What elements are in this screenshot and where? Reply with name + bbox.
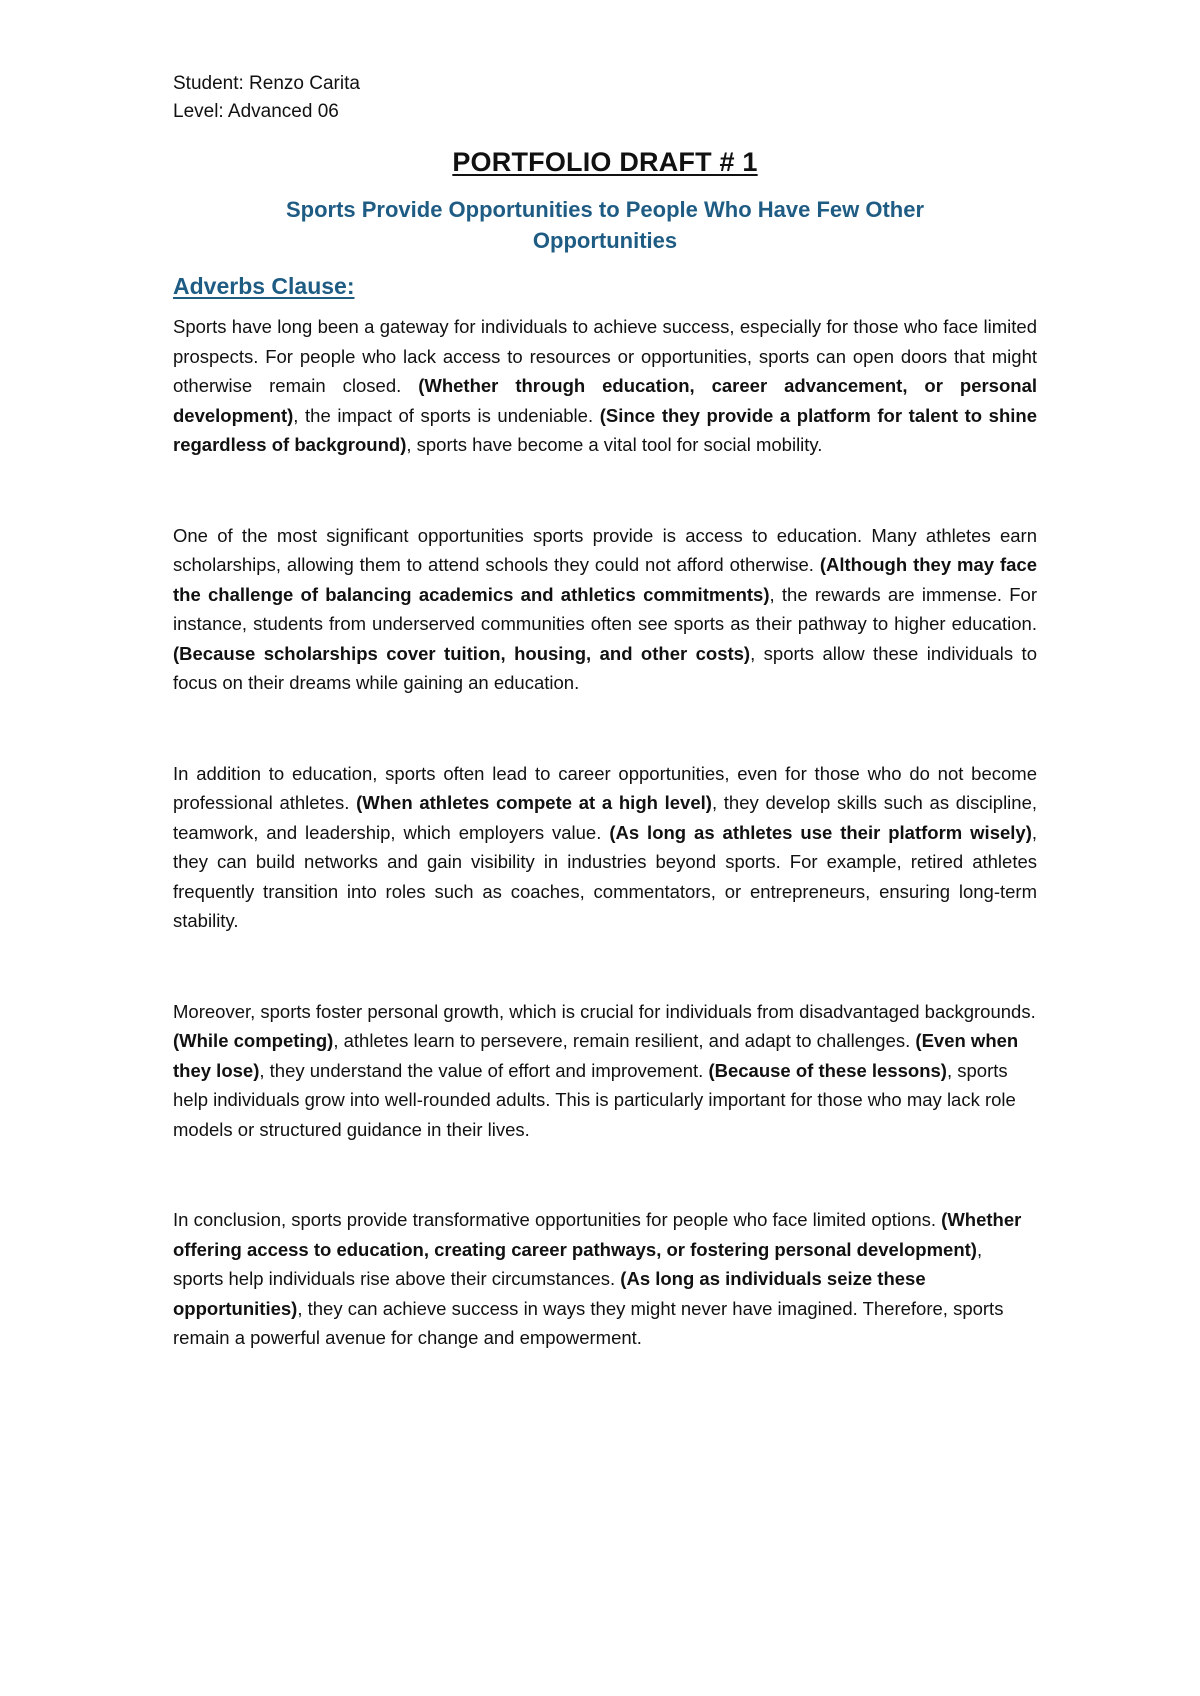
paragraph-text: In conclusion, sports provide transformative opportunities for people who face limited options.: [173, 1209, 942, 1230]
adverb-clause-highlight: (Although they may face the challenge of balancing academics and athletics commitments): [173, 554, 1037, 605]
adverb-clause-highlight: (Because scholarships cover tuition, housing, and other costs): [173, 642, 751, 664]
essay-paragraph: [173, 997, 1037, 1145]
essay-body: [173, 312, 1037, 1353]
paragraph-text: , sports allow these individuals to focus on their dreams while gaining an education.: [173, 642, 1037, 693]
student-level: Level: Advanced 06: [173, 101, 339, 122]
essay-paragraph: [173, 1205, 1037, 1353]
paragraph-text: , they can build networks and gain visibility in industries beyond sports. For example, retired athletes frequently transition into roles such as coaches, commentators, or entrepreneurs, ensuring long-term stability.: [173, 821, 1037, 931]
adverb-clause-highlight: (Because of these lessons): [708, 1059, 947, 1081]
essay-paragraph: [173, 521, 1037, 698]
adverb-clause-highlight: (As long as individuals seize these opportunities): [173, 1268, 926, 1319]
paragraph-text: One of the most significant opportunities sports provide is access to education. Many athletes earn scholarships, allowing them to attend schools they could not afford otherwise.: [173, 524, 1037, 575]
paragraph-text: Moreover, sports foster personal growth, which is crucial for individuals from disadvantaged backgrounds.: [173, 1000, 1036, 1022]
section-heading: Adverbs Clause:: [173, 273, 355, 299]
paragraph-text: In addition to education, sports often lead to career opportunities, even for those who do not become professional athletes.: [173, 762, 1037, 813]
essay-title: Sports Provide Opportunities to People Who Have Few Other Opportunities: [285, 197, 925, 253]
paragraph-text: , sports have become a vital tool for social mobility.: [406, 434, 823, 455]
adverb-clause-highlight: (Since they provide a platform for talent to shine regardless of background): [173, 404, 1037, 455]
paragraph-text: , the impact of sports is undeniable.: [293, 404, 600, 426]
essay-paragraph: [173, 759, 1037, 936]
paragraph-text: , they can achieve success in ways they might never have imagined. Therefore, sports remain a powerful avenue for change and empowerment.: [173, 1297, 1004, 1348]
adverb-clause-highlight: (While competing): [173, 1030, 334, 1051]
document-page: [173, 70, 1037, 1353]
student-name: Student: Renzo Carita: [173, 73, 360, 94]
paragraph-text: , the rewards are immense. For instance, students from underserved communities often see sports as their pathway to higher education.: [173, 583, 1037, 634]
adverb-clause-highlight: (Whether offering access to education, creating career pathways, or fostering personal development): [173, 1209, 1022, 1260]
paragraph-text: , athletes learn to persevere, remain resilient, and adapt to challenges.: [333, 1030, 916, 1051]
paragraph-text: Sports have long been a gateway for individuals to achieve success, especially for those who face limited prospects. For people who lack access to resources or opportunities, sports can open doors that might otherwise remain closed.: [173, 316, 1037, 396]
essay-paragraph: [173, 312, 1037, 460]
adverb-clause-highlight: (When athletes compete at a high level): [356, 792, 712, 813]
paragraph-text: , they develop skills such as discipline, teamwork, and leadership, which employers value.: [173, 792, 1038, 843]
adverb-clause-highlight: (As long as athletes use their platform wisely): [609, 821, 1032, 843]
adverb-clause-highlight: (Even when they lose): [173, 1030, 1019, 1081]
document-title: PORTFOLIO DRAFT # 1: [452, 147, 758, 177]
paragraph-text: , they understand the value of effort and improvement.: [259, 1059, 709, 1081]
paragraph-text: , sports help individuals rise above their circumstances.: [173, 1238, 983, 1289]
paragraph-text: , sports help individuals grow into well-rounded adults. This is particularly important for those who may lack role models or structured guidance in their lives.: [173, 1059, 1016, 1140]
adverb-clause-highlight: (Whether through education, career advancement, or personal development): [173, 375, 1037, 426]
